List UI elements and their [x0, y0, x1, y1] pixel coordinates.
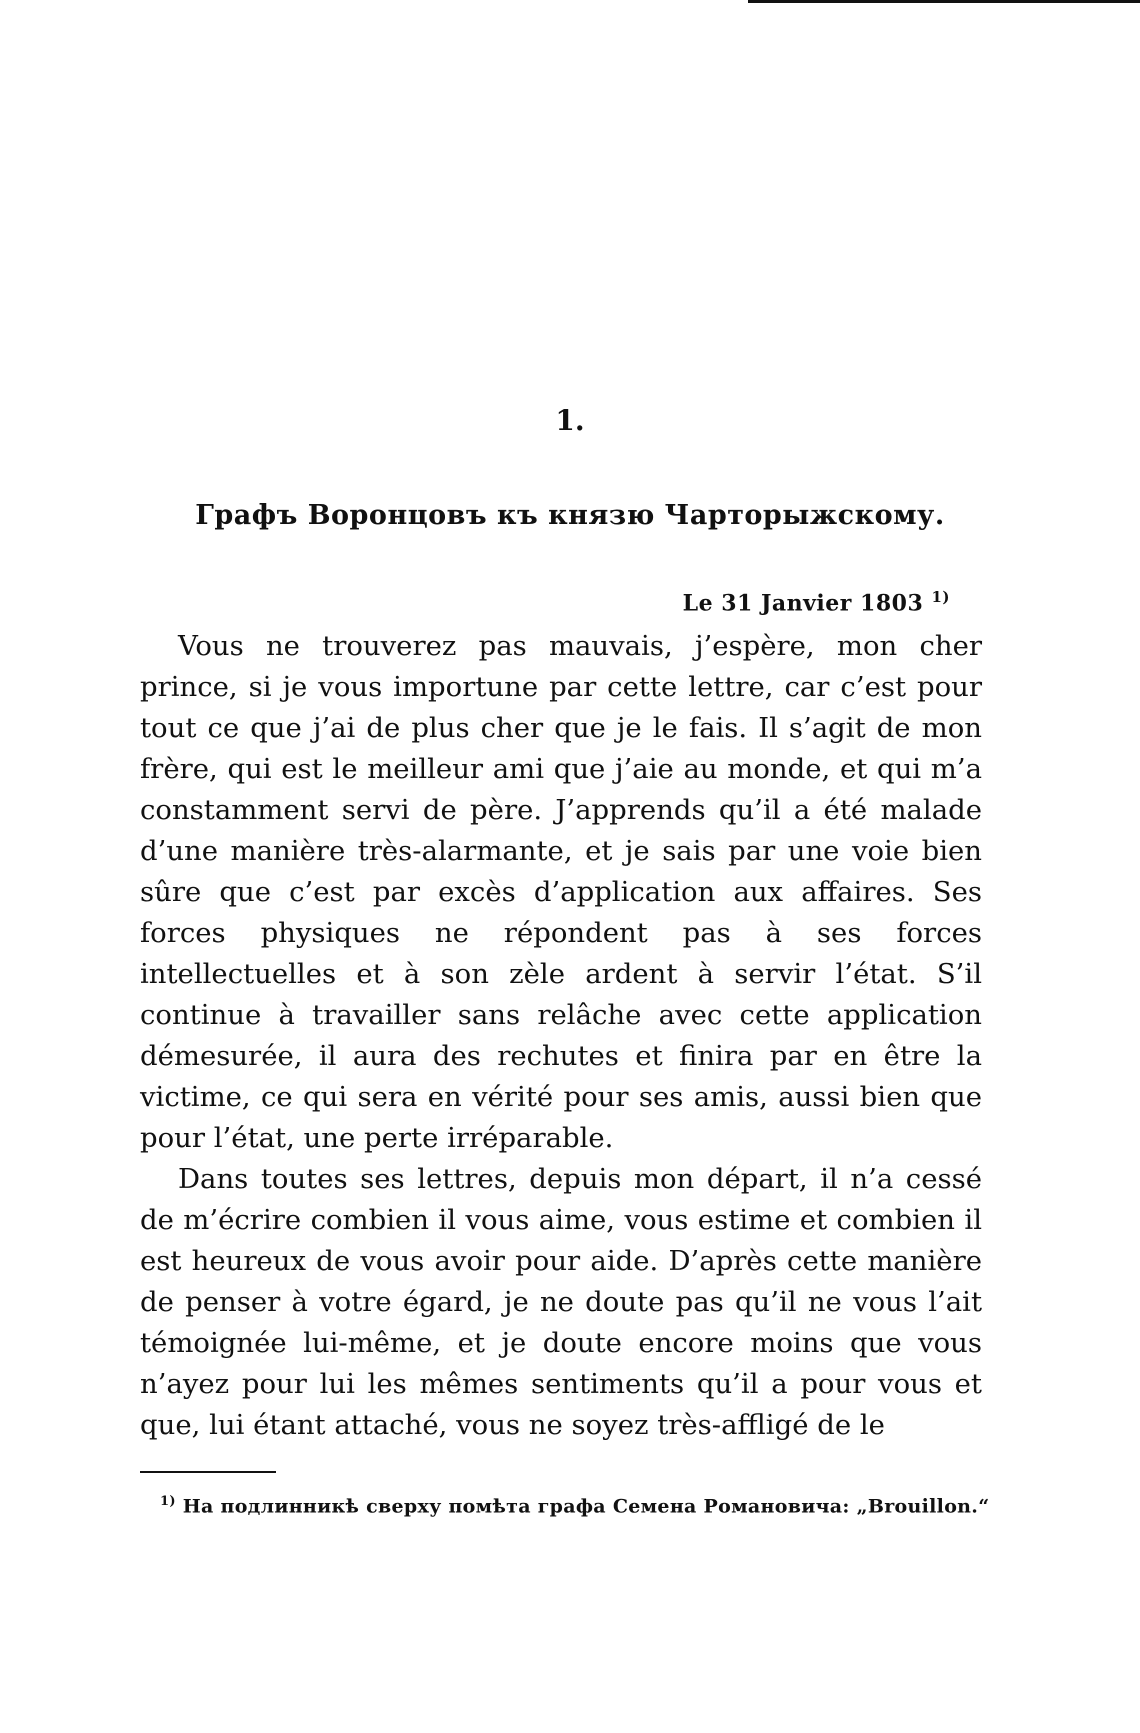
- top-edge-rule: [748, 0, 1140, 3]
- letter-body: [140, 626, 982, 1446]
- body-paragraph-1: Vous ne trouverez pas mauvais, j’espère, mon cher prince, si je vous importune par cette lettre, car c’est pour tout ce que j’ai de plus cher que je le fais. Il s’agit de mon frère, qui est le meilleur ami que j’aie au monde, et qui m’a constamment servi de père. J’apprends qu’il a été malade d’une manière très-alarmante, et je sais par une voie bien sûre que c’est par excès d’application aux affaires. Ses forces physiques ne répondent pas à ses forces intellectuelles et à son zèle ardent à servir l’état. S’il continue à travailler sans relâche avec cette application démesurée, il aura des rechutes et finira par en être la victime, ce qui sera en vérité pour ses amis, aussi bien que pour l’état, une perte irréparable.: [140, 630, 982, 1154]
- footnote-marker: 1): [160, 1494, 176, 1509]
- letter-dateline: [683, 588, 950, 616]
- body-paragraph-2: Dans toutes ses lettres, depuis mon départ, il n’a cessé de m’écrire combien il vous aime, vous estime et combien il est heureux de vous avoir pour aide. D’après cette manière de penser à votre égard, je ne doute pas qu’il ne vous l’ait témoignée lui-même, et je doute encore moins que vous n’ayez pour lui les mêmes sentiments qu’il a pour vous et que, lui étant attaché, vous ne soyez très-affligé de le: [140, 1163, 982, 1441]
- section-number: 1.: [555, 404, 585, 437]
- footnote: [160, 1494, 990, 1517]
- footnote-separator: [140, 1471, 276, 1473]
- dateline-footnote-marker: 1): [931, 588, 950, 606]
- letter-heading: Графъ Воронцовъ къ князю Чарторыжскому.: [195, 500, 945, 531]
- dateline-text: Le 31 Janvier 1803: [682, 590, 924, 617]
- footnote-text: На подлинникѣ сверху помѣта графа Семена Романовича: „Brouillon.“: [182, 1495, 990, 1518]
